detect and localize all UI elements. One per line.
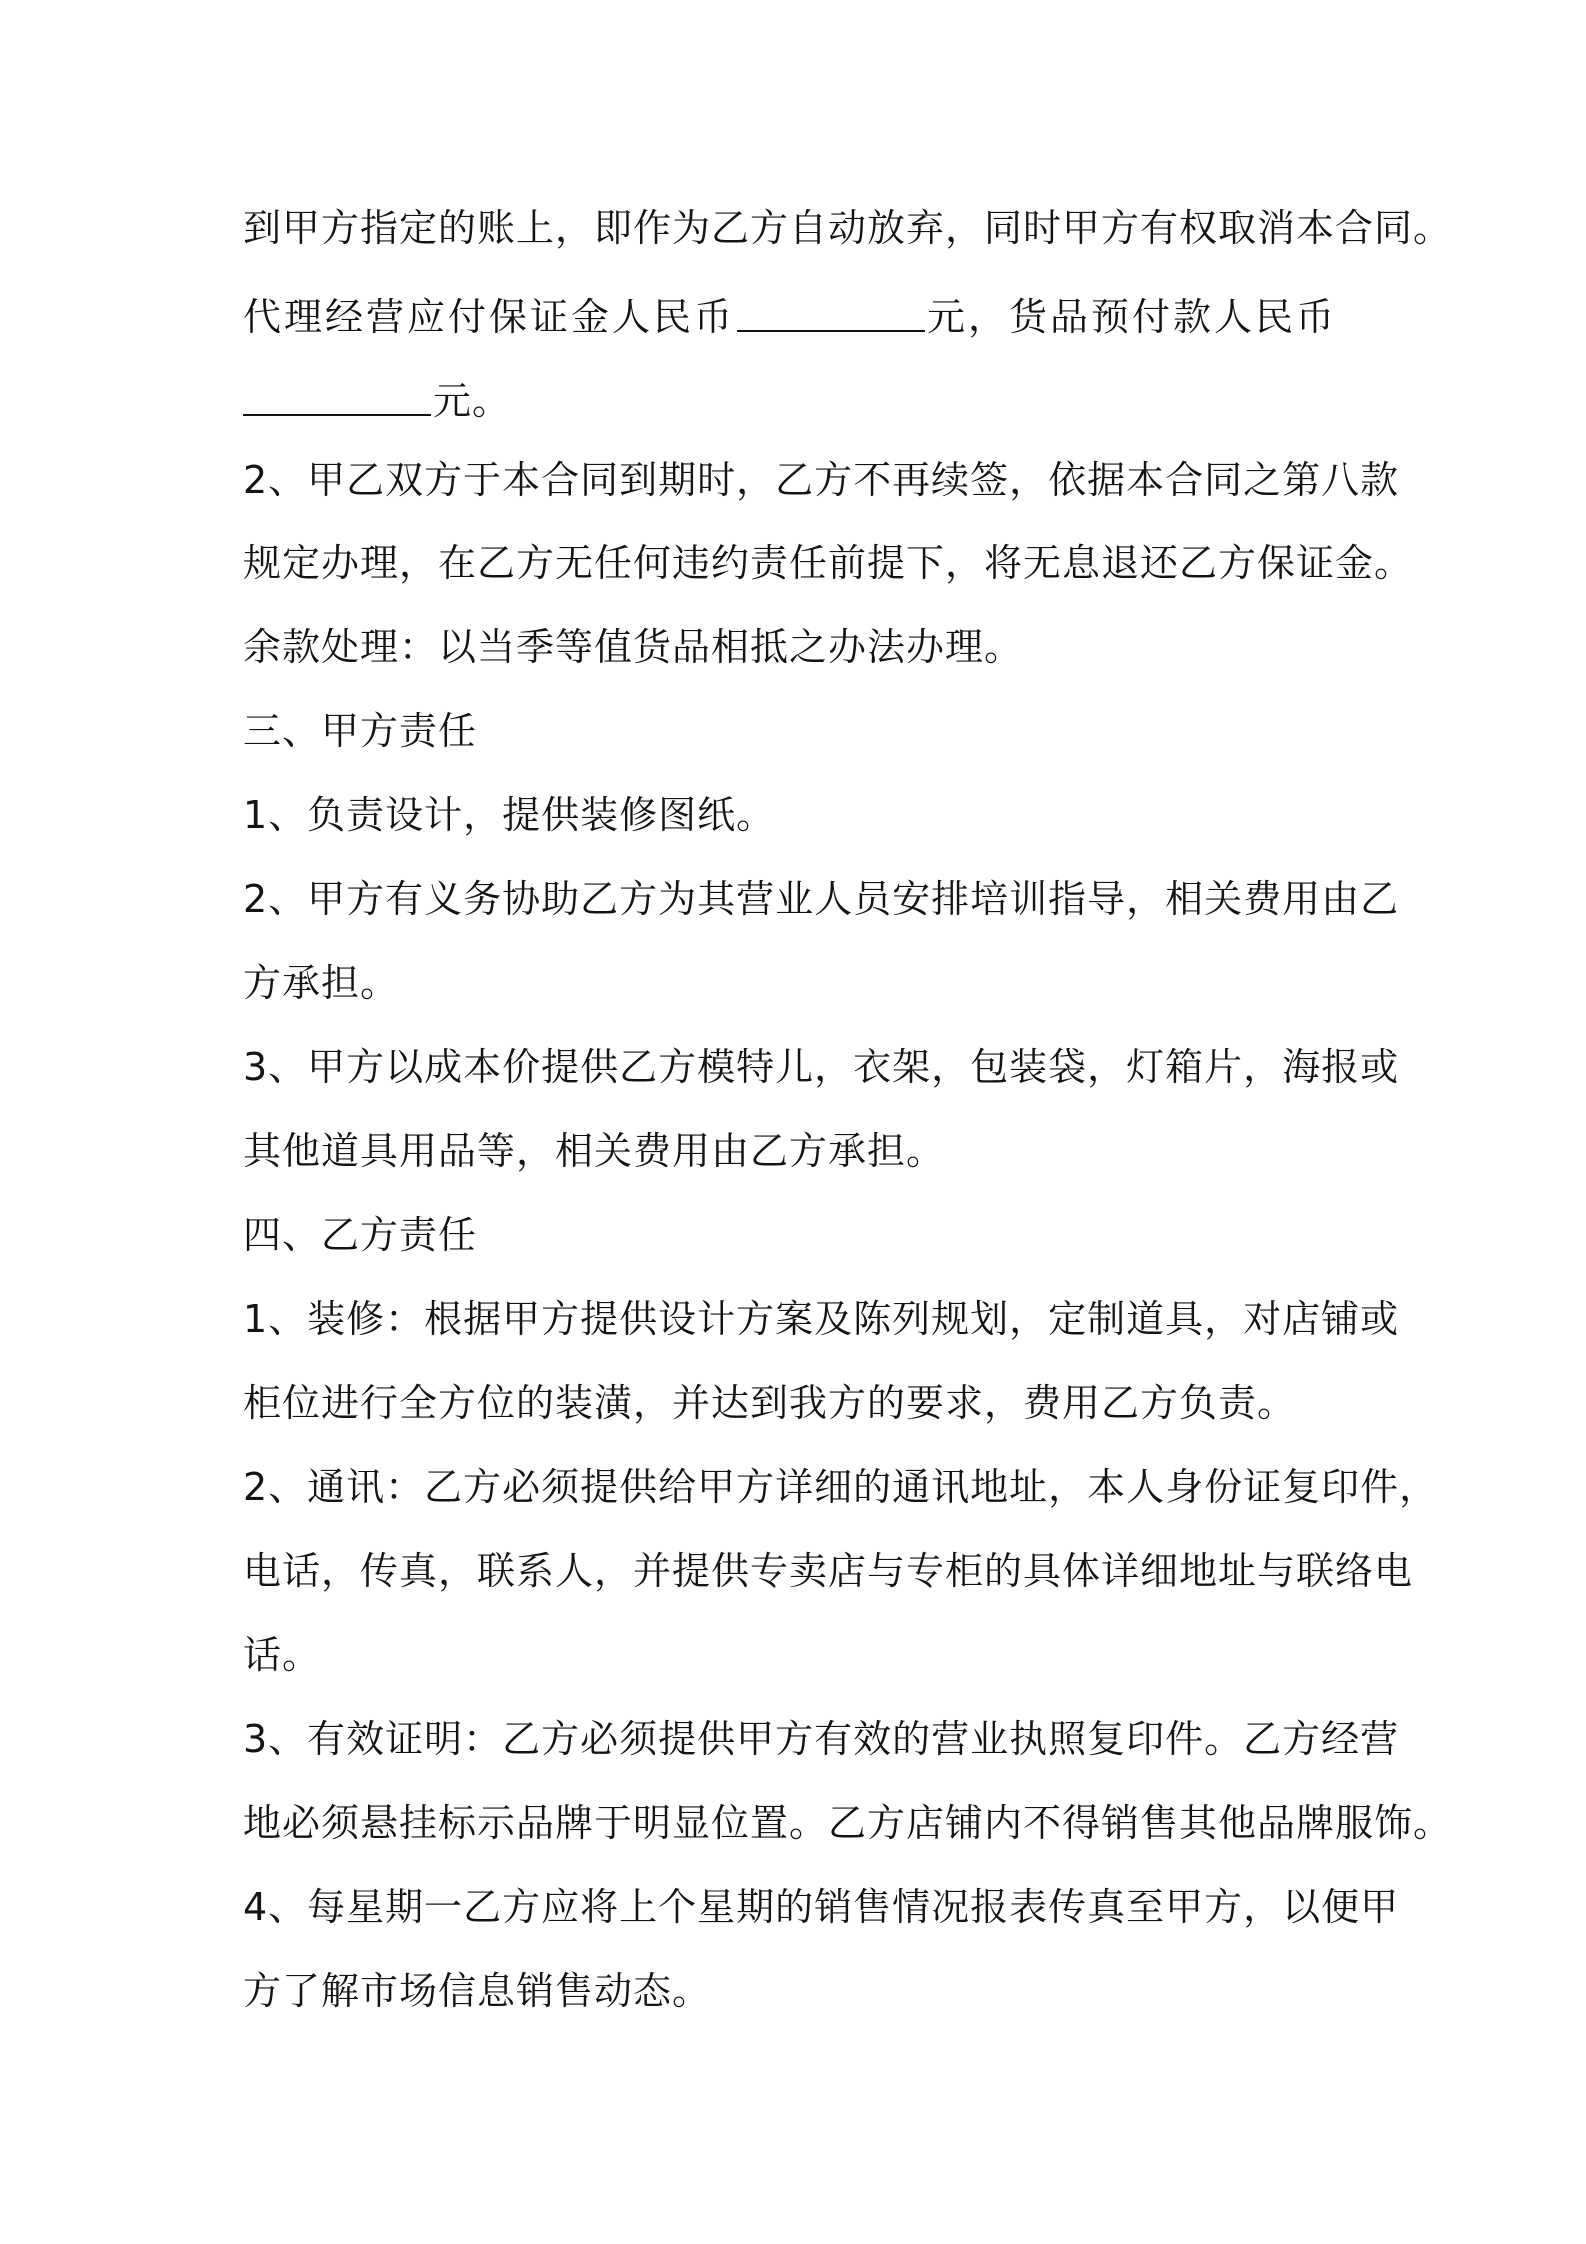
paragraph-line: 方承担。 bbox=[243, 961, 400, 1005]
paragraph-line: 1、装修：根据甲方提供设计方案及陈列规划，定制道具，对店铺或 bbox=[243, 1297, 1400, 1341]
section-heading: 四、乙方责任 bbox=[243, 1213, 478, 1257]
prepay-label: 元，货品预付款人民币 bbox=[927, 295, 1338, 339]
section-heading: 三、甲方责任 bbox=[243, 709, 478, 753]
paragraph-line: 其他道具用品等，相关费用由乙方承担。 bbox=[243, 1129, 946, 1173]
prepay-suffix: 元。 bbox=[433, 379, 512, 423]
paragraph-line: 余款处理：以当季等值货品相抵之办法办理。 bbox=[243, 625, 1024, 669]
paragraph-line: 规定办理，在乙方无任何违约责任前提下，将无息退还乙方保证金。 bbox=[243, 541, 1414, 585]
paragraph-line: 2、甲方有义务协助乙方为其营业人员安排培训指导，相关费用由乙 bbox=[243, 877, 1400, 921]
paragraph-line: 2、甲乙双方于本合同到期时，乙方不再续签，依据本合同之第八款 bbox=[243, 458, 1400, 502]
paragraph-line: 4、每星期一乙方应将上个星期的销售情况报表传真至甲方，以便甲 bbox=[243, 1885, 1400, 1929]
paragraph-line: 3、甲方以成本价提供乙方模特儿，衣架，包装袋，灯箱片，海报或 bbox=[243, 1045, 1400, 1089]
paragraph-line: 柜位进行全方位的装潢，并达到我方的要求，费用乙方负责。 bbox=[243, 1381, 1297, 1425]
prepay-amount-blank bbox=[243, 374, 431, 416]
paragraph-line: 电话，传真，联系人，并提供专卖店与专柜的具体详细地址与联络电 bbox=[243, 1549, 1414, 1593]
paragraph-line: 3、有效证明：乙方必须提供甲方有效的营业执照复印件。乙方经营 bbox=[243, 1717, 1400, 1761]
paragraph-line: 到甲方指定的账上，即作为乙方自动放弃，同时甲方有权取消本合同。 bbox=[243, 206, 1453, 250]
prepay-line bbox=[243, 372, 1363, 426]
deposit-amount-blank bbox=[737, 290, 925, 332]
deposit-label: 代理经营应付保证金人民币 bbox=[243, 295, 736, 339]
paragraph-line: 2、通讯：乙方必须提供给甲方详细的通讯地址，本人身份证复印件， bbox=[243, 1465, 1439, 1509]
paragraph-line: 1、负责设计，提供装修图纸。 bbox=[243, 793, 776, 837]
paragraph-line: 地必须悬挂标示品牌于明显位置。乙方店铺内不得销售其他品牌服饰。 bbox=[243, 1801, 1453, 1845]
deposit-line bbox=[243, 288, 1363, 342]
paragraph-line: 方了解市场信息销售动态。 bbox=[243, 1969, 712, 2013]
paragraph-line: 话。 bbox=[243, 1633, 322, 1677]
